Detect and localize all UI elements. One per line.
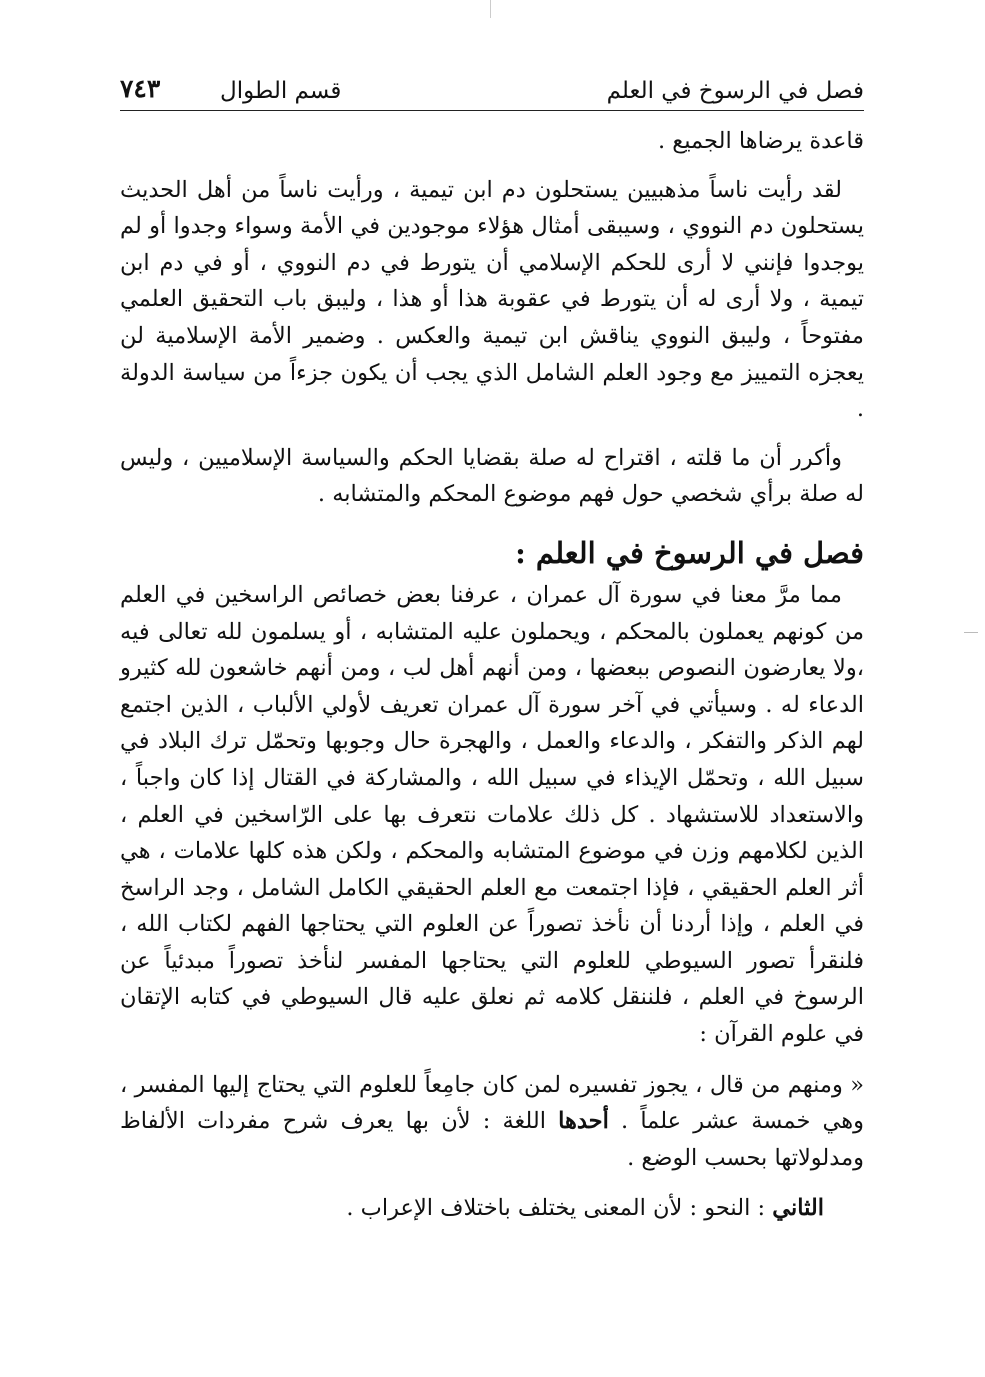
running-header: [120, 72, 864, 111]
paragraph-continued: قاعدة يرضاها الجميع .: [657, 128, 864, 154]
quote-text-b: اللغة : لأن بها يعرف شرح مفردات الألفاظ ومدلولاتها بحسب الوضع .: [120, 1108, 864, 1171]
chapter-title: فصل في الرسوخ في العلم: [606, 78, 864, 104]
paragraph-1: لقد رأيت ناساً مذهبيين يستحلون دم ابن تيمية ، ورأيت ناساً من أهل الحديث يستحلون دم النووي ، وسيبقى أمثال هؤلاء موجودين في الأمة وسواء وجدوا أو لم يوجدوا فإنني لا أرى للحكم الإسلامي أن يتورط في دم النووي ، أو في دم ابن تيمية ، ولا أرى له أن يتورط في عقوبة هذا أو هذا ، وليبق باب التحقيق العلمي مفتوحاً ، وليبق النووي يناقش ابن تيمية والعكس . وضمير الأمة الإسلامية لن يعجزه التمييز مع وجود العلم الشامل الذي يجب أن يكون جزءاً من سياسة الدولة .: [120, 176, 864, 423]
quote-paragraph-2: [120, 1190, 864, 1227]
section-title: قسم الطوال: [220, 78, 342, 104]
scan-mark: [490, 0, 491, 18]
margin-mark: [964, 632, 978, 633]
section-heading: فصل في الرسوخ في العلم :: [515, 535, 864, 570]
document-page: [120, 72, 864, 1227]
quote-text-a: « ومنهم من قال ، يجوز تفسيره لمن كان جامِعاً للعلوم التي يحتاج إليها المفسر ، وهي خمسة عشر علماً .: [120, 1071, 864, 1135]
quote-bold-first: أحدها: [558, 1108, 609, 1135]
quote-text-c: : النحو : لأن المعنى يختلف باختلاف الإعراب .: [346, 1195, 766, 1222]
paragraph-2: وأكرر أن ما قلته ، اقتراح له صلة بقضايا الحكم والسياسة الإسلاميين ، وليس له صلة برأي شخصي حول فهم موضوع المحكم والمتشابه .: [120, 444, 864, 508]
quote-paragraph-1: [120, 1067, 864, 1177]
quote-bold-second: الثاني: [772, 1195, 824, 1222]
paragraph-3: مما مرَّ معنا في سورة آل عمران ، عرفنا بعض خصائص الراسخين في العلم من كونهم يعملون بالمحكم ، ويحملون عليه المتشابه ، أو يسلمون لله تعالى فيه ،ولا يعارضون النصوص ببعضها ، ومن أنهم أهل لب ، ومن أنهم خاشعون لله كثيرو الدعاء له . وسيأتي في آخر سورة آل عمران تعريف لأولي الألباب ، الذين اجتمع لهم الذكر والتفكر ، والدعاء والعمل ، والهجرة حال وجوبها وتحمّل ترك البلاد في سبيل الله ، وتحمّل الإيذاء في سبيل الله ، والمشاركة في القتال إذا كان واجباً ، والاستعداد للاستشهاد . كل ذلك علامات نتعرف بها على الرّاسخين في العلم ، الذين لكلامهم وزن في موضوع المتشابه والمحكم ، ولكن هذه كلها علامات ، هي أثر العلم الحقيقي ، فإذا اجتمعت مع العلم الحقيقي الكامل الشامل ، وجد الراسخ في العلم ، وإذا أردنا أن نأخذ تصوراً عن العلوم التي يحتاجها الفهم لكتاب الله ، فلنقرأ تصور السيوطي للعلوم التي يحتاجها المفسر لنأخذ تصوراً مبدئياً عن الرسوخ في العلم ، فلننقل كلامه ثم نعلق عليه قال السيوطي في كتابه الإتقان في علوم القرآن :: [120, 581, 864, 1048]
page-number: ٧٤٣: [120, 74, 161, 103]
body-text: [120, 123, 864, 1227]
